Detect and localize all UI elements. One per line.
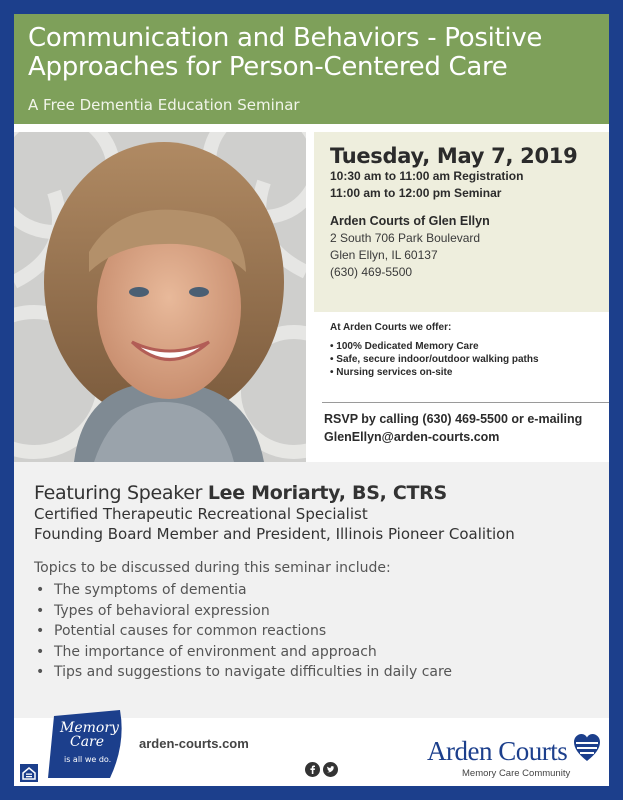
offer-item: • Nursing services on-site [330,366,605,379]
topic-item: • Types of behavioral expression [34,601,589,622]
logo-tagline: Memory Care Community [462,768,571,779]
twitter-icon[interactable] [323,762,338,777]
featured-speaker [34,482,589,504]
badge-tagline: is all we do. [64,755,112,764]
offer-item: • 100% Dedicated Memory Care [330,340,605,353]
speaker-name: Lee Moriarty, BS, CTRS [207,482,447,504]
topics-intro: Topics to be discussed during this seminar include: [34,560,391,576]
memory-care-badge-icon [44,708,126,780]
badge-line1: Memory [60,720,119,736]
speaker-credential: Founding Board Member and President, Illinois Pioneer Coalition [34,525,515,543]
page-subtitle: A Free Dementia Education Seminar [28,96,300,114]
facebook-icon[interactable] [305,762,320,777]
speaker-credential: Certified Therapeutic Recreational Specialist [34,505,368,523]
topic-item: • Tips and suggestions to navigate difficulties in daily care [34,662,589,683]
heart-logo-icon [574,734,600,762]
rsvp-line: RSVP by calling (630) 469-5500 or e-mailing [324,412,583,426]
header-banner [14,14,609,124]
topic-item: • The importance of environment and approach [34,642,589,663]
offer-title: At Arden Courts we offer: [330,322,452,333]
offer-item: • Safe, secure indoor/outdoor walking paths [330,353,605,366]
event-details [314,132,609,312]
divider [322,402,609,403]
topics-list [34,580,589,683]
rsvp-email[interactable]: GlenEllyn@arden-courts.com [324,430,500,444]
speaker-photo [14,132,306,462]
location-phone: (630) 469-5500 [330,265,413,279]
event-info [314,132,609,462]
page-title: Communication and Behaviors - Positive Approaches for Person-Centered Care [28,23,543,82]
equal-housing-icon [20,764,38,782]
location-name: Arden Courts of Glen Ellyn [330,214,490,228]
badge-line2: Care [70,734,105,750]
topic-item: • The symptoms of dementia [34,580,589,601]
topic-item: • Potential causes for common reactions [34,621,589,642]
location-address2: Glen Ellyn, IL 60137 [330,248,438,262]
seminar-time: 11:00 am to 12:00 pm Seminar [330,186,502,200]
flyer [14,14,609,786]
rsvp [324,410,609,446]
footer [14,718,609,786]
offer-section [330,322,605,379]
speaker-portrait-icon [14,132,306,462]
event-date: Tuesday, May 7, 2019 [330,144,578,168]
location-address1: 2 South 706 Park Boulevard [330,231,481,245]
featured-speaker-prefix: Featuring Speaker [34,482,208,504]
registration-time: 10:30 am to 11:00 am Registration [330,169,524,183]
website-link[interactable]: arden-courts.com [139,736,249,751]
speaker-section [14,462,609,718]
arden-courts-logo: Arden Courts [427,736,568,766]
